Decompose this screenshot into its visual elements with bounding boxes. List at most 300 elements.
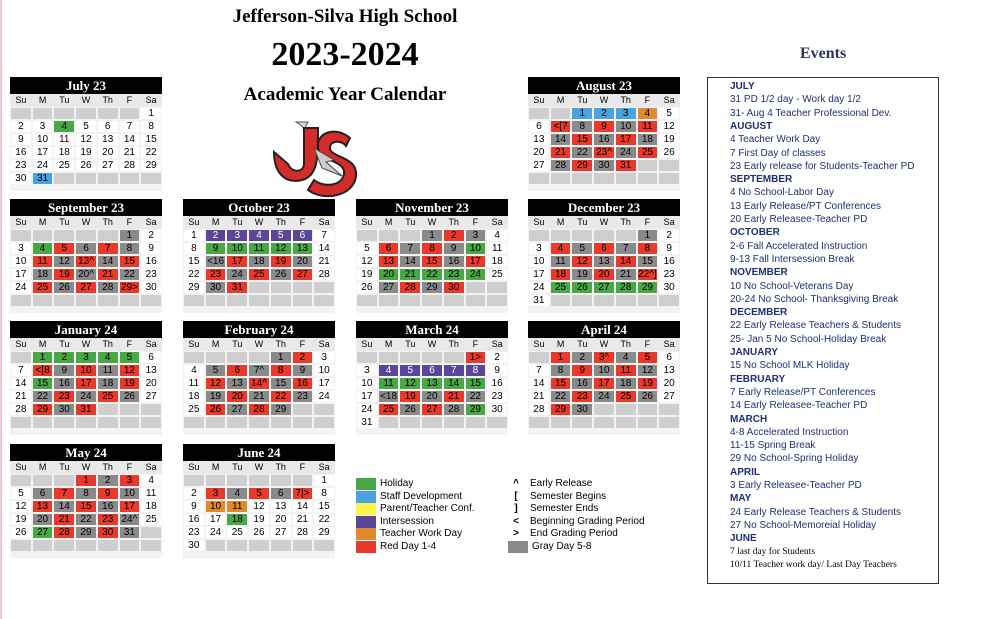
day-cell: 4: [487, 230, 507, 241]
day-cell: [227, 352, 247, 363]
events-month-heading: JANUARY: [730, 347, 778, 358]
day-cell: [616, 173, 636, 184]
day-cell: [572, 295, 592, 306]
event-item: 25- Jan 5 No School-Holiday Break: [730, 333, 887, 345]
day-cell: 31: [227, 282, 247, 293]
day-cell: 29: [271, 404, 291, 415]
day-cell: 12: [76, 134, 96, 145]
day-cell: 2: [572, 352, 592, 363]
day-cell: 25: [616, 391, 636, 402]
weekday-header: [183, 461, 335, 474]
day-cell: 27: [293, 269, 313, 280]
day-cell: [206, 352, 226, 363]
legend-symbol: ]: [514, 503, 518, 515]
day-cell: 19: [400, 391, 420, 402]
event-item: 7 last day for Students: [730, 546, 815, 557]
day-cell: 15: [572, 134, 592, 145]
weekday-label: Su: [533, 339, 545, 349]
day-cell: 10: [120, 488, 140, 499]
day-cell: [616, 417, 636, 428]
weekday-label: Su: [188, 462, 200, 472]
weekday-label: Sa: [145, 339, 157, 349]
day-cell: 17: [466, 256, 486, 267]
day-cell: 16: [594, 134, 614, 145]
day-cell: 7: [120, 121, 140, 132]
day-cell: 30: [659, 282, 679, 293]
day-cell: 14: [120, 134, 140, 145]
day-cell: [33, 295, 53, 306]
day-cell: 15: [76, 501, 96, 512]
day-cell: 19: [206, 391, 226, 402]
day-cell: 29: [141, 160, 161, 171]
day-cell: 10: [33, 134, 53, 145]
weekday-label: F: [126, 462, 133, 472]
day-cell: 11: [33, 256, 53, 267]
legend-symbol: [508, 541, 528, 553]
day-cell: [249, 540, 269, 551]
event-item: 10/11 Teacher work day/ Last Day Teachers: [730, 559, 897, 570]
day-cell: 15: [184, 256, 204, 267]
weekday-label: Sa: [145, 95, 157, 105]
day-cell: 18: [33, 269, 53, 280]
day-cell: 28: [551, 160, 571, 171]
events-month-heading: AUGUST: [730, 120, 773, 132]
weekday-label: F: [299, 217, 306, 227]
legend-symbol-item: [508, 491, 606, 503]
left-edge-line: [0, 0, 2, 619]
month-calendar: [528, 77, 680, 191]
day-cell: 15: [466, 378, 486, 389]
day-cell: 15: [314, 501, 334, 512]
day-cell: 21: [400, 269, 420, 280]
day-cell: 20: [529, 147, 549, 158]
day-cell: 25: [379, 404, 399, 415]
day-cell: [98, 108, 118, 119]
day-cell: 24: [11, 282, 31, 293]
day-cell: 31: [616, 160, 636, 171]
legend-symbol: [: [514, 490, 518, 502]
legend-symbol: <: [513, 515, 519, 527]
day-cell: 1: [572, 108, 592, 119]
day-cell: 19: [120, 378, 140, 389]
day-cell: 16: [659, 256, 679, 267]
weekday-header: [10, 338, 162, 351]
day-cell: 31: [357, 417, 377, 428]
day-cell: [141, 527, 161, 538]
event-item: 20-24 No School- Thanksgiving Break: [730, 293, 899, 305]
day-cell: [638, 173, 658, 184]
day-cell: 13: [379, 256, 399, 267]
day-cell: 19: [572, 269, 592, 280]
event-item: 9-13 Fall Intersession Break: [730, 253, 855, 265]
day-cell: [11, 108, 31, 119]
day-cell: [659, 404, 679, 415]
day-cell: [54, 230, 74, 241]
day-cell: 12: [357, 256, 377, 267]
day-cell: 2: [444, 230, 464, 241]
day-cell: [184, 417, 204, 428]
day-cell: 10: [227, 243, 247, 254]
school-name: Jefferson-Silva High School: [232, 6, 458, 27]
day-cell: 5: [206, 365, 226, 376]
day-cell: 7: [54, 488, 74, 499]
event-item: 4 Teacher Work Day: [730, 134, 821, 146]
legend-swatch: [356, 503, 376, 515]
day-cell: 21: [551, 147, 571, 158]
day-cell: 18: [98, 378, 118, 389]
day-cell: 21: [54, 514, 74, 525]
event-item: 23 Early release for Students-Teacher PD: [730, 160, 915, 172]
day-cell: 29>: [120, 282, 138, 293]
day-cell: 22: [76, 514, 96, 525]
day-cell: [379, 352, 399, 363]
events-month-heading: NOVEMBER: [730, 267, 788, 279]
day-cell: [594, 173, 614, 184]
weekday-label: Su: [533, 95, 545, 105]
day-cell: 5: [659, 108, 679, 119]
weekday-header: [10, 461, 162, 474]
day-cell: 2: [98, 475, 118, 486]
day-cell: [11, 475, 31, 486]
day-cell: 6: [293, 230, 313, 241]
legend-label: Intersession: [380, 515, 434, 527]
day-cell: 8: [120, 243, 140, 254]
day-cell: 1: [422, 230, 442, 241]
day-cell: 10: [357, 378, 377, 389]
day-cell: 14: [444, 378, 464, 389]
day-cell: [594, 404, 614, 415]
month-title: March 24: [356, 321, 508, 338]
month-calendar: [356, 321, 508, 435]
event-item: 7 First Day of classes: [730, 147, 826, 159]
school-year: 2023-2024: [271, 36, 419, 73]
day-cell: 22: [466, 391, 486, 402]
day-cell: 19: [659, 134, 679, 145]
weekday-label: Tu: [405, 339, 416, 349]
day-cell: 1: [33, 352, 53, 363]
legend-label: Parent/Teacher Conf.: [380, 503, 475, 515]
day-cell: [249, 475, 269, 486]
weekday-label: Sa: [491, 339, 503, 349]
day-cell: 13: [33, 501, 53, 512]
day-cell: 30: [487, 404, 507, 415]
day-cell: 18: [551, 269, 571, 280]
day-cell: 22^]: [638, 269, 657, 280]
day-cell: [227, 540, 247, 551]
month-calendar: [10, 444, 162, 558]
day-cell: 20: [422, 391, 442, 402]
day-cell: 18: [184, 391, 204, 402]
weekday-label: M: [211, 217, 220, 227]
day-cell: 27: [422, 404, 442, 415]
legend-label: Semester Begins: [530, 490, 607, 502]
day-cell: 12: [271, 243, 291, 254]
month-calendar: [10, 77, 162, 191]
day-cell: 28: [120, 160, 140, 171]
day-cell: [400, 295, 420, 306]
day-cell: 20^: [78, 269, 94, 280]
day-cell: 12: [572, 256, 592, 267]
day-cell: [293, 282, 313, 293]
day-cell: 18: [54, 147, 74, 158]
weekday-label: W: [427, 339, 437, 349]
day-cell: 17: [120, 501, 140, 512]
day-cell: 12: [638, 365, 658, 376]
day-cell: 2: [206, 230, 226, 241]
weekday-label: F: [644, 339, 651, 349]
day-cell: 5: [271, 230, 291, 241]
day-cell: 6: [379, 243, 399, 254]
day-cell: [444, 295, 464, 306]
event-item: 31- Aug 4 Teacher Professional Dev.: [730, 107, 892, 119]
events-title: Events: [800, 45, 847, 62]
day-cell: 16: [54, 378, 74, 389]
weekday-label: M: [38, 339, 47, 349]
weekday-label: W: [254, 339, 264, 349]
day-cell: [444, 352, 464, 363]
legend-item: [356, 503, 475, 515]
day-cell: 11: [551, 256, 571, 267]
event-item: 27 No School-Memoreial Holiday: [730, 519, 877, 531]
day-cell: [141, 417, 161, 428]
day-cell: 20: [98, 147, 118, 158]
day-cell: [98, 295, 118, 306]
day-cell: [33, 540, 53, 551]
day-cell: [487, 282, 507, 293]
month-calendar: [528, 321, 680, 435]
day-cell: 10: [594, 365, 614, 376]
month-calendar: [528, 199, 680, 313]
day-cell: 29: [572, 160, 592, 171]
day-cell: 7: [314, 230, 334, 241]
month-title: January 24: [10, 321, 162, 338]
day-cell: 29: [314, 527, 334, 538]
day-cell: [11, 352, 31, 363]
day-cell: [271, 417, 291, 428]
day-cell: 19: [76, 147, 96, 158]
day-cell: 30: [572, 404, 592, 415]
day-cell: 27: [271, 527, 291, 538]
day-cell: 3^: [594, 352, 614, 363]
day-cell: [33, 230, 53, 241]
day-cell: 10: [529, 256, 549, 267]
day-cell: [11, 230, 31, 241]
weekday-label: W: [599, 95, 609, 105]
weekday-label: Tu: [577, 95, 588, 105]
day-cell: 15: [551, 378, 571, 389]
weekday-label: W: [254, 462, 264, 472]
day-cell: 14: [54, 501, 74, 512]
month-calendar: [10, 199, 162, 313]
month-title: May 24: [10, 444, 162, 461]
day-cell: 15: [638, 256, 658, 267]
day-cell: 24: [206, 527, 226, 538]
day-cell: 26: [659, 147, 679, 158]
day-cell: 1: [141, 108, 161, 119]
day-cell: [422, 417, 442, 428]
day-cell: [141, 295, 161, 306]
day-cell: 17: [616, 134, 636, 145]
day-cell: 23: [293, 391, 313, 402]
day-cell: [98, 417, 118, 428]
weekday-header: [10, 216, 162, 229]
event-item: 24 Early Release Teachers & Students: [730, 506, 902, 518]
day-cell: 22: [422, 269, 442, 280]
day-cell: 24: [357, 404, 377, 415]
day-cell: [659, 417, 679, 428]
day-cell: 5: [54, 243, 74, 254]
day-cell: [379, 417, 399, 428]
weekday-label: Su: [15, 217, 27, 227]
day-cell: [206, 417, 226, 428]
day-cell: [120, 404, 140, 415]
day-cell: 14: [314, 243, 334, 254]
day-cell: 9: [487, 365, 507, 376]
legend-swatch: [356, 528, 376, 540]
legend-swatch: [356, 541, 376, 553]
day-cell: 28: [616, 282, 636, 293]
legend-item: [356, 528, 462, 540]
day-cell: [271, 540, 291, 551]
day-cell: [54, 295, 74, 306]
weekday-label: Th: [620, 339, 631, 349]
day-cell: [11, 295, 31, 306]
day-cell: 17: [357, 391, 377, 402]
day-cell: [141, 404, 161, 415]
day-cell: 23: [11, 160, 31, 171]
legend-item: [356, 516, 434, 528]
day-cell: [293, 295, 313, 306]
day-cell: 4: [184, 365, 204, 376]
day-cell: 27: [76, 282, 96, 293]
day-cell: 7: [400, 243, 420, 254]
day-cell: 8: [141, 121, 161, 132]
day-cell: [33, 108, 53, 119]
month-title: July 23: [10, 77, 162, 94]
weekday-label: Th: [275, 217, 286, 227]
day-cell: 24: [616, 147, 636, 158]
day-cell: [314, 404, 334, 415]
legend-label: Early Release: [530, 478, 593, 489]
day-cell: 9: [54, 365, 74, 376]
weekday-label: F: [472, 217, 479, 227]
day-cell: 13: [141, 365, 161, 376]
day-cell: [314, 417, 334, 428]
day-cell: 29: [76, 527, 96, 538]
day-cell: [357, 230, 377, 241]
event-item: 22 Early Release Teachers & Students: [730, 320, 902, 332]
weekday-label: W: [254, 217, 264, 227]
day-cell: 26: [11, 527, 31, 538]
day-cell: 1: [271, 352, 291, 363]
day-cell: [357, 352, 377, 363]
day-cell: [54, 475, 74, 486]
day-cell: [227, 475, 247, 486]
day-cell: 6: [227, 365, 247, 376]
day-cell: 28: [98, 282, 118, 293]
day-cell: [379, 230, 399, 241]
day-cell: [249, 282, 269, 293]
day-cell: 12: [54, 256, 74, 267]
day-cell: 28: [529, 404, 549, 415]
event-item: 10 No School-Veterans Day: [730, 280, 854, 292]
day-cell: 13: [529, 134, 549, 145]
month-calendar: [356, 199, 508, 313]
day-cell: 25: [184, 404, 204, 415]
day-cell: 20: [379, 269, 399, 280]
day-cell: [659, 173, 679, 184]
day-cell: 5: [249, 488, 269, 499]
day-cell: [120, 173, 140, 184]
day-cell: 3: [357, 365, 377, 376]
day-cell: 9: [11, 134, 31, 145]
month-title: August 23: [528, 77, 680, 94]
day-cell: 4: [551, 243, 571, 254]
day-cell: [141, 173, 161, 184]
weekday-label: Tu: [232, 217, 243, 227]
legend-label: Red Day 1-4: [380, 541, 437, 552]
day-cell: 8: [76, 488, 96, 499]
weekday-label: Su: [15, 339, 27, 349]
day-cell: 1: [184, 230, 204, 241]
weekday-label: M: [556, 217, 565, 227]
legend-symbol: ^: [513, 478, 519, 489]
weekday-label: Tu: [232, 339, 243, 349]
day-cell: [444, 417, 464, 428]
day-cell: 8: [572, 121, 592, 132]
day-cell: 16: [444, 256, 464, 267]
day-cell: 13: [422, 378, 442, 389]
day-cell: 14: [400, 256, 420, 267]
day-cell: 19: [54, 269, 74, 280]
day-cell: 27: [594, 282, 614, 293]
day-cell: [466, 295, 486, 306]
day-cell: 7: [444, 365, 464, 376]
day-cell: [33, 475, 53, 486]
day-cell: 20: [659, 378, 679, 389]
day-cell: 17: [206, 514, 226, 525]
day-cell: 14: [551, 134, 571, 145]
event-item: 13 Early Release/PT Conferences: [730, 200, 882, 212]
day-cell: [487, 417, 507, 428]
day-cell: <[8: [33, 365, 53, 376]
legend-label: Teacher Work Day: [380, 528, 463, 540]
event-item: 11-15 Spring Break: [730, 440, 816, 452]
day-cell: 13: [98, 134, 118, 145]
day-cell: 4: [98, 352, 118, 363]
month-calendar: [10, 321, 162, 435]
day-cell: 25: [551, 282, 571, 293]
day-cell: [551, 173, 571, 184]
calendar-subtitle: Academic Year Calendar: [243, 84, 447, 105]
day-cell: 16: [293, 378, 313, 389]
day-cell: 6: [529, 121, 549, 132]
day-cell: 22: [120, 269, 140, 280]
weekday-header: [356, 216, 508, 229]
day-cell: 9: [206, 243, 226, 254]
day-cell: 19: [357, 269, 377, 280]
weekday-label: Su: [15, 95, 27, 105]
day-cell: [11, 417, 31, 428]
day-cell: [76, 417, 96, 428]
day-cell: 20: [594, 269, 614, 280]
event-item: 4-8 Accelerated Instruction: [730, 426, 849, 438]
day-cell: 8: [184, 243, 204, 254]
day-cell: 8: [314, 488, 334, 499]
day-cell: 12: [249, 501, 269, 512]
day-cell: [638, 417, 658, 428]
legend-symbol-item: [508, 478, 592, 490]
